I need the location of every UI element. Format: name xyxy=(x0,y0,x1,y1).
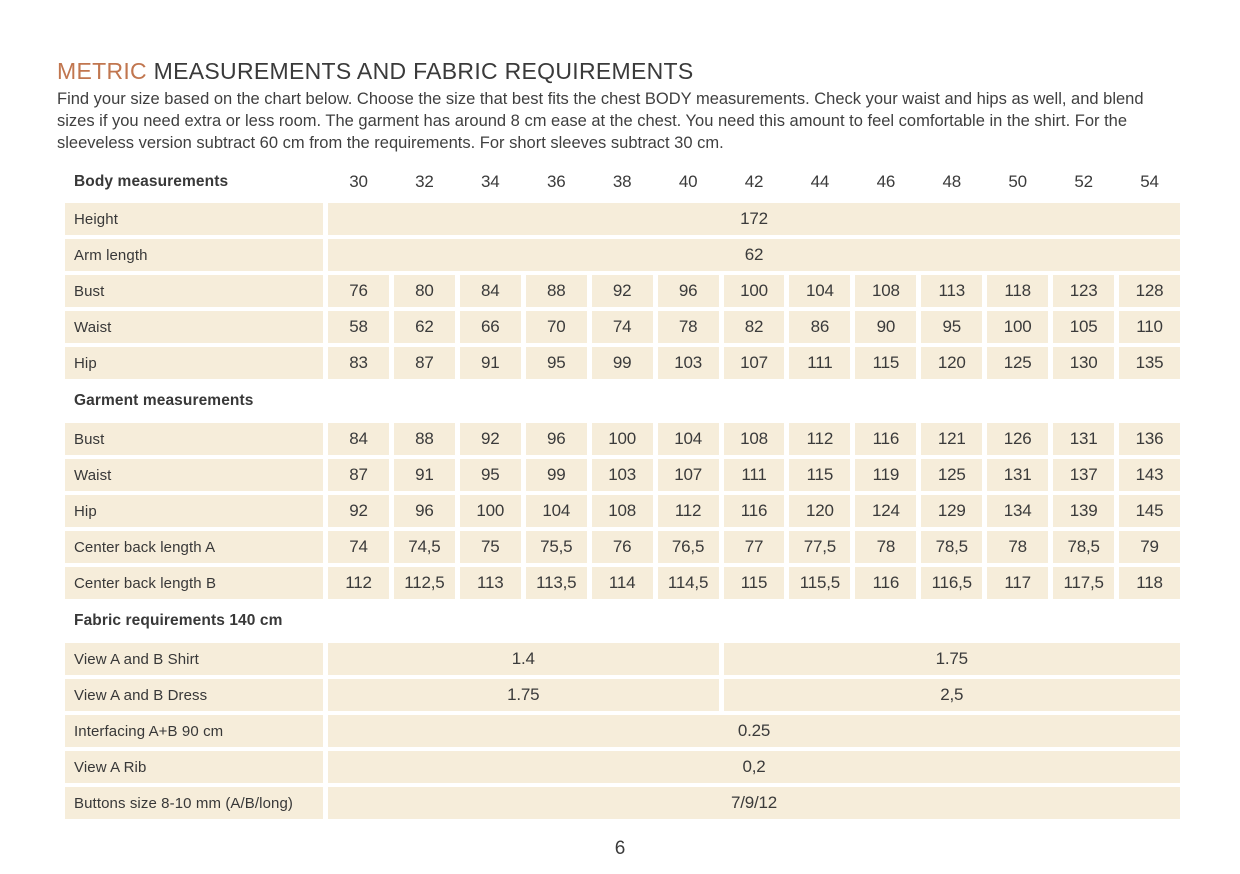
size-column-header: 50 xyxy=(1008,172,1027,192)
row-label: Bust xyxy=(65,423,323,455)
intro-paragraph: Find your size based on the chart below. Choose the size that best fits the chest BODY measurements. Check your waist and hips as well, and blend sizes if you need extra or less room. The garment has around 8 cm ease at the chest. You need this amount to feel comfortable in the shirt. For the sleeveless version subtract 60 cm from the requirements. For short sleeves subtract 30 cm. xyxy=(57,90,1144,152)
table-cell: 136 xyxy=(1119,423,1180,455)
table-header-label: Body measurements xyxy=(74,173,229,191)
table-cell-spanning: 172 xyxy=(328,203,1180,235)
table-row xyxy=(65,751,1180,783)
table-cell: 110 xyxy=(1119,311,1180,343)
table-cell: 121 xyxy=(921,423,982,455)
table-cell: 78,5 xyxy=(921,531,982,563)
size-column-header: 38 xyxy=(612,172,632,192)
row-label: Arm length xyxy=(65,239,323,271)
table-cell: 77,5 xyxy=(789,531,850,563)
table-cell: 105 xyxy=(1053,311,1114,343)
table-cell: 115 xyxy=(789,459,850,491)
table-cell: 107 xyxy=(724,347,785,379)
measurement-table xyxy=(65,168,1180,819)
table-cell: 119 xyxy=(855,459,916,491)
table-cell: 112 xyxy=(328,567,389,599)
table-cell: 100 xyxy=(987,311,1048,343)
table-cell: 79 xyxy=(1119,531,1180,563)
size-column-header: 44 xyxy=(810,172,830,192)
table-cell: 113 xyxy=(460,567,521,599)
row-label: Buttons size 8-10 mm (A/B/long) xyxy=(65,787,323,819)
table-cell: 84 xyxy=(328,423,389,455)
table-cell: 78 xyxy=(658,311,719,343)
table-cell: 100 xyxy=(592,423,653,455)
size-column-header: 30 xyxy=(349,172,368,192)
size-column-header: 52 xyxy=(1074,172,1093,192)
table-cell: 112 xyxy=(658,495,719,527)
table-cell: 58 xyxy=(328,311,389,343)
size-column-header: 46 xyxy=(876,172,896,192)
table-row xyxy=(65,311,1180,343)
table-cell: 62 xyxy=(394,311,455,343)
table-cell: 82 xyxy=(724,311,785,343)
row-label: Height xyxy=(65,203,323,235)
table-cell-right-span: 1.75 xyxy=(724,643,1180,675)
section-header-label: Fabric requirements 140 cm xyxy=(74,612,283,630)
size-column-header: 40 xyxy=(678,172,698,192)
table-cell: 108 xyxy=(724,423,785,455)
section-header-label: Garment measurements xyxy=(74,392,254,410)
table-cell: 74,5 xyxy=(394,531,455,563)
table-cell: 116 xyxy=(724,495,785,527)
row-label: Bust xyxy=(65,275,323,307)
table-cell: 112,5 xyxy=(394,567,455,599)
table-cell-spanning: 62 xyxy=(328,239,1180,271)
table-row xyxy=(65,715,1180,747)
table-cell: 116 xyxy=(855,567,916,599)
page-number: 6 xyxy=(614,838,626,859)
row-label: Hip xyxy=(65,347,323,379)
table-cell: 88 xyxy=(526,275,587,307)
table-cell: 86 xyxy=(789,311,850,343)
table-cell: 78,5 xyxy=(1053,531,1114,563)
row-label: View A and B Dress xyxy=(65,679,323,711)
row-label: Hip xyxy=(65,495,323,527)
table-cell: 126 xyxy=(987,423,1048,455)
table-cell: 100 xyxy=(724,275,785,307)
table-cell: 75,5 xyxy=(526,531,587,563)
table-cell: 103 xyxy=(658,347,719,379)
row-label: Waist xyxy=(65,311,323,343)
table-cell: 134 xyxy=(987,495,1048,527)
table-cell: 74 xyxy=(328,531,389,563)
table-cell-left-span: 1.4 xyxy=(328,643,719,675)
table-cell: 124 xyxy=(855,495,916,527)
table-row xyxy=(65,567,1180,599)
table-cell-spanning: 0.25 xyxy=(328,715,1180,747)
page-title-rest: MEASUREMENTS AND FABRIC REQUIREMENTS xyxy=(146,58,694,84)
table-cell: 108 xyxy=(592,495,653,527)
table-row xyxy=(65,347,1180,379)
table-cell: 115 xyxy=(855,347,916,379)
table-cell: 66 xyxy=(460,311,521,343)
row-label: View A Rib xyxy=(65,751,323,783)
table-cell: 91 xyxy=(460,347,521,379)
table-header-row xyxy=(65,168,1180,196)
size-column-header: 54 xyxy=(1140,172,1159,192)
table-cell: 120 xyxy=(921,347,982,379)
table-cell: 104 xyxy=(658,423,719,455)
table-row xyxy=(65,643,1180,675)
table-cell: 113,5 xyxy=(526,567,587,599)
table-cell: 129 xyxy=(921,495,982,527)
table-cell: 112 xyxy=(789,423,850,455)
table-cell: 118 xyxy=(1119,567,1180,599)
section-header-row xyxy=(65,608,1180,634)
table-cell: 96 xyxy=(526,423,587,455)
table-cell: 92 xyxy=(328,495,389,527)
table-cell: 95 xyxy=(921,311,982,343)
table-cell: 74 xyxy=(592,311,653,343)
table-cell-spanning: 0,2 xyxy=(328,751,1180,783)
table-cell-left-span: 1.75 xyxy=(328,679,719,711)
table-cell: 130 xyxy=(1053,347,1114,379)
table-cell: 99 xyxy=(592,347,653,379)
table-cell: 80 xyxy=(394,275,455,307)
table-cell: 118 xyxy=(987,275,1048,307)
table-cell: 76 xyxy=(328,275,389,307)
table-cell: 131 xyxy=(987,459,1048,491)
table-cell: 70 xyxy=(526,311,587,343)
table-cell: 87 xyxy=(328,459,389,491)
table-cell: 88 xyxy=(394,423,455,455)
size-column-header: 32 xyxy=(415,172,434,192)
table-cell: 96 xyxy=(394,495,455,527)
table-cell: 117,5 xyxy=(1053,567,1114,599)
size-column-header: 48 xyxy=(942,172,962,192)
table-cell-right-span: 2,5 xyxy=(724,679,1180,711)
table-cell: 125 xyxy=(921,459,982,491)
table-row xyxy=(65,203,1180,235)
table-cell: 100 xyxy=(460,495,521,527)
table-cell: 96 xyxy=(658,275,719,307)
table-row xyxy=(65,787,1180,819)
table-cell: 95 xyxy=(526,347,587,379)
table-cell: 92 xyxy=(592,275,653,307)
table-row xyxy=(65,459,1180,491)
table-cell: 108 xyxy=(855,275,916,307)
table-cell: 114,5 xyxy=(658,567,719,599)
table-row xyxy=(65,423,1180,455)
table-row xyxy=(65,275,1180,307)
table-cell: 84 xyxy=(460,275,521,307)
table-cell: 143 xyxy=(1119,459,1180,491)
table-cell: 125 xyxy=(987,347,1048,379)
table-cell: 76 xyxy=(592,531,653,563)
table-cell: 87 xyxy=(394,347,455,379)
row-label: Center back length A xyxy=(65,531,323,563)
table-row xyxy=(65,239,1180,271)
table-cell: 111 xyxy=(789,347,850,379)
table-cell: 128 xyxy=(1119,275,1180,307)
table-cell: 131 xyxy=(1053,423,1114,455)
table-cell: 139 xyxy=(1053,495,1114,527)
table-cell: 99 xyxy=(526,459,587,491)
table-cell: 107 xyxy=(658,459,719,491)
table-cell-spanning: 7/9/12 xyxy=(328,787,1180,819)
table-cell: 135 xyxy=(1119,347,1180,379)
table-cell: 145 xyxy=(1119,495,1180,527)
size-column-header: 42 xyxy=(744,172,764,192)
size-column-header: 36 xyxy=(546,172,566,192)
table-cell: 76,5 xyxy=(658,531,719,563)
table-cell: 103 xyxy=(592,459,653,491)
table-cell: 123 xyxy=(1053,275,1114,307)
table-cell: 113 xyxy=(921,275,982,307)
table-cell: 117 xyxy=(987,567,1048,599)
table-cell: 111 xyxy=(724,459,785,491)
table-cell: 78 xyxy=(855,531,916,563)
row-label: Center back length B xyxy=(65,567,323,599)
row-label: View A and B Shirt xyxy=(65,643,323,675)
table-row xyxy=(65,531,1180,563)
table-cell: 137 xyxy=(1053,459,1114,491)
table-cell: 75 xyxy=(460,531,521,563)
table-row xyxy=(65,679,1180,711)
table-cell: 116,5 xyxy=(921,567,982,599)
size-column-header: 34 xyxy=(481,172,500,192)
row-label: Interfacing A+B 90 cm xyxy=(65,715,323,747)
page-title-accent: METRIC xyxy=(57,58,147,84)
table-cell: 77 xyxy=(724,531,785,563)
table-cell: 92 xyxy=(460,423,521,455)
section-header-row xyxy=(65,388,1180,414)
table-cell: 91 xyxy=(394,459,455,491)
table-cell: 114 xyxy=(592,567,653,599)
table-cell: 116 xyxy=(855,423,916,455)
table-cell: 104 xyxy=(526,495,587,527)
table-row xyxy=(65,495,1180,527)
table-cell: 83 xyxy=(328,347,389,379)
page-title xyxy=(57,58,1180,85)
table-cell: 115 xyxy=(724,567,785,599)
row-label: Waist xyxy=(65,459,323,491)
table-cell: 78 xyxy=(987,531,1048,563)
table-cell: 104 xyxy=(789,275,850,307)
table-cell: 115,5 xyxy=(789,567,850,599)
table-cell: 95 xyxy=(460,459,521,491)
table-cell: 120 xyxy=(789,495,850,527)
table-cell: 90 xyxy=(855,311,916,343)
